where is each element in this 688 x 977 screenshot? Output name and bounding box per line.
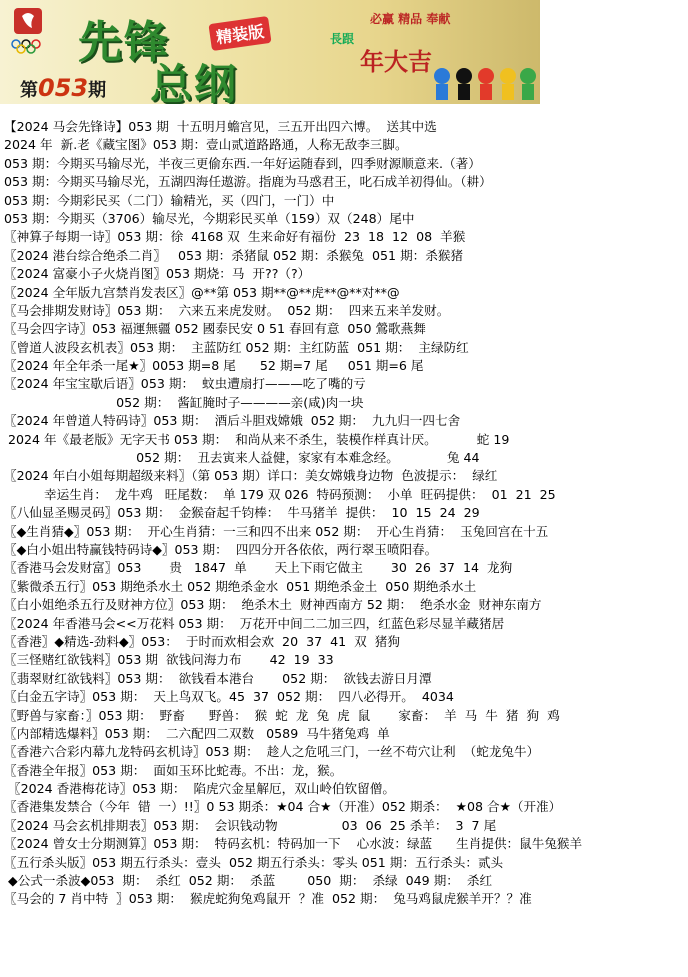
banner-title-top: 先锋 (78, 17, 170, 68)
text-line: 〖白小姐绝杀五行及财神方位〗053 期： 绝杀木土 财神西南方 52 期： 绝杀水金 财神东南方 (4, 597, 542, 613)
text-line: 〖2024 香港梅花诗〗053 期： 陷虎穴金星解厄，双山岭伯钦留僧。 (4, 781, 395, 797)
text-line: 〖香港集发禁合（今年 错 一）!!〗0 53 期杀：★04 合★（开准）052 期杀： ★08 合★（开准） (4, 799, 562, 815)
text-line: 〖香港马会发财富〗053 贵 1847 单 天上下雨它做主 30 26 37 14 龙狗 (4, 560, 513, 576)
text-line: 2024 年 新.老《藏宝图》053 期：壹山贰道路路通，人称无敌李三脚。 (4, 137, 408, 153)
text-line: 〖2024 年全年杀一尾★〗0053 期=8 尾 52 期=7 尾 051 期=6 尾 (4, 358, 424, 374)
text-line: 〖◆生肖猜◆〗053 期： 开心生肖猜：一三和四不出来 052 期： 开心生肖猜： 玉兔回宫在十五 (4, 523, 549, 539)
olympic-logo-icon (8, 6, 48, 58)
text-line: 〖◆白小姐出特赢钱特码诗◆〗053 期： 四四分开各依依，两行翠玉喷阳春。 (4, 541, 438, 557)
text-line: 〖白金五字诗〗053 期： 天上鸟双飞。45 37 052 期： 四八必得开。 4034 (4, 689, 454, 705)
text-line: 〖2024 全年版九宫禁肖发表区〗@**第 053 期**@**虎**@**对**@ (4, 284, 400, 300)
text-line: 〖香港〗◆精选-劲料◆〗053： 于时而欢相会欢 20 37 41 双 猪狗 (4, 633, 400, 649)
text-line: 〖2024 曾女士分期测算〗053 期： 特码玄机：特码加一下 心水波：绿蓝 生肖提供：鼠牛兔猴羊 (4, 836, 583, 852)
issue-prefix: 第 (20, 80, 38, 101)
text-line: 幸运生肖： 龙牛鸡 旺尾数： 单 179 双 026 特码预测： 小单 旺码提供： 01 21 25 (4, 486, 556, 502)
text-line: 〖2024 年曾道人特码诗〗053 期： 酒后斗胆戏嫦娥 052 期： 九九归一四七舍 (4, 413, 461, 429)
text-line: 〖马会的 7 肖中特 〗053 期： 猴虎蛇狗兔鸡鼠开 ？准 052 期： 兔马鸡鼠虎猴羊开？？准 (4, 891, 532, 907)
text-line: 〖马会四字诗〗053 福運無疆 052 國泰民安 0 51 春回有意 050 鶯歌燕舞 (4, 321, 426, 337)
mascots-icon (430, 62, 538, 102)
text-line: 〖香港六合彩内幕九龙特码玄机诗〗053 期： 趁人之危吼三门，一丝不苟穴让利 （蛇龙兔牛） (4, 744, 540, 760)
text-line: 〖马会排期发财诗〗053 期： 六来五来虎发财。 052 期： 四来五来羊发财。 (4, 302, 450, 318)
text-line: 052 期： 丑去寅来人益健，家家有本难念经。 兔 44 (4, 450, 480, 466)
text-line: 〖2024 富豪小子火烧肖图〗053 期烧：马 开??（?） (4, 266, 311, 282)
text-line: 〖2024 马会玄机排期表〗053 期： 会识钱动物 03 06 25 杀羊： 3 7 尾 (4, 817, 497, 833)
text-line: 〖三怪赌红欲钱料〗053 期 欲钱问海力布 42 19 33 (4, 652, 334, 668)
text-line: 【2024 马会先锋诗】053 期 十五明月蟾宫见，三五开出四六博。 送其中选 (4, 119, 437, 134)
text-line: ◆公式一杀波◆053 期： 杀红 052 期： 杀蓝 050 期： 杀绿 049 期： 杀红 (4, 873, 493, 889)
forecast-text-list (4, 118, 684, 909)
text-line: 〖野兽与家畜：〗053 期： 野畜 野兽： 猴 蛇 龙 兔 虎 鼠 家畜： 羊 马 牛 猪 狗 鸡 (4, 707, 560, 723)
text-line: 〖八仙显圣赐灵码〗053 期： 金猴奋起千钧棒： 牛马猪羊 提供： 10 15 24 29 (4, 505, 480, 521)
text-line: 〖紫微杀五行〗053 期绝杀水土 052 期绝杀金水 051 期绝杀金土 050 期绝杀水土 (4, 578, 477, 594)
text-line: 2024 年《最老版》无字天书 053 期： 和尚从来不杀生，装模作样真计厌。 蛇 19 (4, 431, 510, 447)
header-banner (0, 0, 540, 104)
text-line: 053 期：今期买（3706）输尽光，今期彩民买单（159）双（248）尾中 (4, 210, 415, 226)
slogan-mid: 長跟 (330, 32, 355, 46)
text-line: 〖2024 港台综合绝杀二肖〗 053 期：杀猪鼠 052 期：杀猴兔 051 期：杀猴猪 (4, 247, 464, 263)
edition-badge: 精装版 (208, 16, 271, 51)
banner-title-bottom: 总纲 (150, 60, 239, 104)
issue-number (20, 74, 106, 102)
text-line: 〖翡翠财红欲钱料〗053 期： 欲钱看本港台 052 期： 欲钱去游日月潭 (4, 670, 432, 686)
text-line: 〖香港全年报〗053 期： 面如玉环比蛇毒。不出：龙，猴。 (4, 762, 343, 778)
slogan-big: 年大吉 (360, 47, 432, 76)
text-line: 053 期：今期买马输尽光，五湖四海任遨游。指鹿为马惑君王，叱石成羊初得仙。（耕） (4, 174, 492, 190)
text-line: 〖2024 年白小姐每期超级来料〗（第 053 期）详口：美女嫦娥身边物 色波提示： 绿红 (4, 468, 498, 484)
text-line: 〖2024 年香港马会<<万花料 053 期： 万花开中间二二加三四，红蓝色彩尽显羊藏猪居 (4, 615, 505, 631)
text-line: 052 期： 酱缸腌时子————亲(咸)肉一块 (4, 394, 364, 410)
text-line: 〖内部精选爆料〗053 期： 二六配四二双数 0589 马牛猪兔鸡 单 (4, 725, 390, 741)
text-line: 〖曾道人波段玄机表〗053 期： 主蓝防红 052 期：主红防蓝 051 期： 主绿防红 (4, 339, 469, 355)
issue-suffix: 期 (88, 80, 107, 101)
text-line: 053 期：今期买马输尽光，半夜三更偷东西.一年好运随春到，四季财源顺意来.（著） (4, 155, 481, 171)
text-line: 〖神算子每期一诗〗053 期：徐 4168 双 生来命好有福份 23 18 12 08 羊猴 (4, 229, 466, 245)
text-line: 〖五行杀头版〗053 期五行杀头：壹头 052 期五行杀头：零头 051 期：五行杀头：贰头 (4, 854, 504, 870)
text-line: 053 期：今期彩民买（二门）输精光，买（四门，一门）中 (4, 192, 335, 208)
issue-num: 053 (38, 74, 89, 102)
slogan-top: 必赢 精品 奉献 (370, 12, 451, 26)
text-line: 〖2024 年宝宝歇后语〗053 期： 蚊虫遭扇打———吃了嘴的亏 (4, 376, 366, 392)
